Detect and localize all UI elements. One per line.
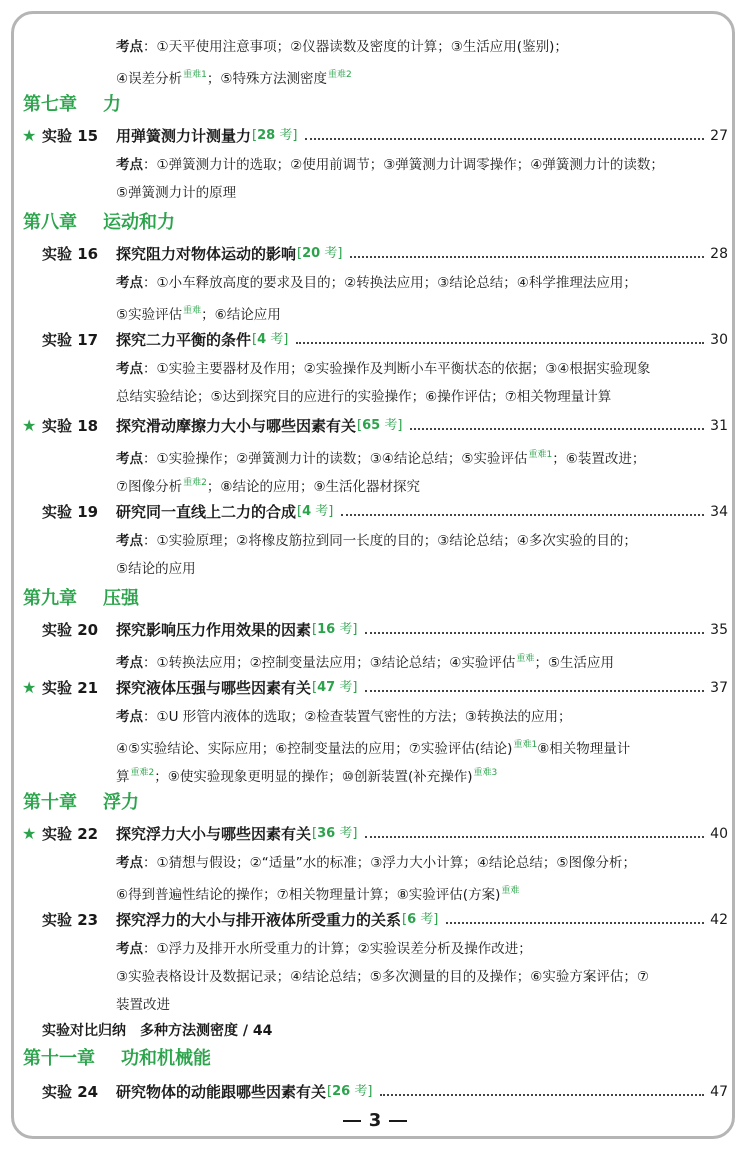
chapter-heading[interactable] — [23, 583, 139, 615]
key-points-label: 考点 — [116, 709, 143, 725]
key-points-text — [116, 527, 637, 555]
experiment-row — [116, 239, 728, 269]
chapter-heading[interactable] — [23, 207, 175, 239]
experiment-code: 实验 23 — [42, 911, 99, 929]
key-points-text — [116, 963, 649, 991]
key-points-text — [116, 179, 236, 207]
exam-count-tag: [65 考] — [357, 418, 403, 433]
experiment-entry[interactable] — [0, 497, 750, 527]
key-points-line — [0, 441, 750, 469]
dot-leader — [365, 632, 704, 634]
exam-count-tag: [20 考] — [297, 246, 343, 261]
key-points-line — [0, 383, 750, 411]
exam-count-unit: 考 — [339, 680, 353, 695]
key-points-body: ：①猜想与假设；②“适量”水的标准；③浮力大小计算；④结论总结；⑤图像分析； — [143, 855, 636, 871]
exam-count-tag: [26 考] — [327, 1084, 373, 1099]
difficulty-badge: 重难2 — [183, 478, 207, 488]
key-points-body: ：①浮力及排开水所受重力的计算；②实验误差分析及操作改进； — [143, 941, 532, 957]
exam-count-tag: [28 考] — [252, 128, 298, 143]
experiment-row — [116, 905, 728, 935]
exam-count-tag: [16 考] — [312, 622, 358, 637]
exam-count-unit: 考 — [384, 418, 398, 433]
key-points-text — [116, 555, 196, 583]
key-points-body: ⑤实验评估 — [116, 307, 183, 323]
experiment-title: 探究浮力的大小与排开液体所受重力的关系 — [116, 911, 402, 929]
exam-count: 36 — [317, 826, 336, 841]
experiment-title: 探究滑动摩擦力大小与哪些因素有关 — [116, 417, 357, 435]
key-points-line — [0, 877, 750, 905]
key-points-line — [0, 703, 750, 731]
key-points-body: ④⑤实验结论、实际应用；⑥控制变量法的应用；⑦实验评估(结论) — [116, 741, 513, 757]
key-points-body-cont: ；⑤生活应用 — [534, 655, 615, 671]
dot-leader — [350, 256, 704, 258]
comparison-entry[interactable]: 实验对比归纳 多种方法测密度 / 44 — [42, 1023, 273, 1039]
key-points-label: 考点 — [116, 655, 143, 671]
key-points-body-cont: ⑧相关物理量计 — [537, 741, 631, 757]
page-ref: 42 — [710, 912, 728, 928]
exam-count-unit: 考 — [354, 1084, 368, 1099]
key-points-body: 总结实验结论；⑤达到探究目的应进行的实验操作；⑥操作评估；⑦相关物理量计算 — [116, 389, 612, 405]
experiment-code: 实验 16 — [42, 245, 99, 263]
key-points-body-cont: ；⑨使实验现象更明显的操作；⑩创新装置(补充操作) — [154, 769, 473, 785]
key-points-label: 考点 — [116, 855, 143, 871]
key-points-label: 考点 — [116, 451, 143, 467]
experiment-code: 实验 15 — [42, 127, 99, 145]
exam-count-tag: [4 考] — [252, 332, 289, 347]
key-points-body: ⑤结论的应用 — [116, 561, 196, 577]
key-points-line — [0, 179, 750, 207]
chapter-heading[interactable] — [23, 787, 139, 819]
experiment-entry[interactable] — [0, 905, 750, 935]
experiment-title: 探究浮力大小与哪些因素有关 — [116, 825, 312, 843]
page-ref: 40 — [710, 826, 728, 842]
difficulty-badge: 重难1 — [528, 450, 553, 460]
difficulty-badge: 重难3 — [473, 768, 498, 778]
exam-count: 20 — [302, 246, 321, 261]
key-points-body: ：①实验主要器材及作用；②实验操作及判断小车平衡状态的依据；③④根据实验现象 — [143, 361, 651, 377]
dot-leader — [410, 428, 704, 430]
experiment-entry[interactable] — [0, 1077, 750, 1107]
exam-count-unit: 考 — [279, 128, 293, 143]
exam-count-unit: 考 — [315, 504, 329, 519]
exam-count-unit: 考 — [339, 826, 353, 841]
key-points-line — [0, 963, 750, 991]
page-footer — [0, 1106, 750, 1136]
experiment-row — [116, 673, 728, 703]
chapter-title: 浮力 — [103, 792, 139, 813]
difficulty-badge: 重难1 — [513, 740, 538, 750]
key-points-text — [116, 33, 568, 61]
key-points-text — [116, 61, 352, 93]
chapter-number: 第七章 — [23, 94, 77, 115]
star-icon: ★ — [22, 824, 37, 843]
chapter-title: 运动和力 — [103, 212, 175, 233]
key-points-text — [116, 383, 611, 411]
key-points-line — [0, 935, 750, 963]
page-ref: 34 — [710, 504, 728, 520]
star-icon: ★ — [22, 126, 37, 145]
key-points-body-cont: ；⑥结论应用 — [201, 307, 281, 323]
experiment-row — [116, 121, 728, 151]
chapter-number: 第八章 — [23, 212, 77, 233]
chapter-number: 第十一章 — [23, 1048, 95, 1069]
exam-count-unit: 考 — [420, 912, 434, 927]
exam-count: 4 — [257, 332, 267, 347]
footer-dash-right — [389, 1120, 407, 1122]
difficulty-badge: 重难2 — [130, 768, 155, 778]
dot-leader — [296, 342, 704, 344]
key-points-body-cont: ；⑥装置改进； — [552, 451, 646, 467]
key-points-body: ⑤弹簧测力计的原理 — [116, 185, 237, 201]
difficulty-badge: 重难 — [501, 886, 520, 896]
experiment-row — [116, 615, 728, 645]
key-points-body-cont: ；⑤特殊方法测密度 — [206, 71, 327, 87]
experiment-entry[interactable] — [0, 615, 750, 645]
experiment-code: 实验 21 — [42, 679, 99, 697]
experiment-title: 探究阻力对物体运动的影响 — [116, 245, 297, 263]
experiment-title: 用弹簧测力计测量力 — [116, 127, 252, 145]
experiment-entry[interactable] — [0, 121, 750, 151]
key-points-body: 装置改进 — [116, 997, 170, 1013]
key-points-text — [116, 355, 650, 383]
footer-dash-left — [343, 1120, 361, 1122]
exam-count-tag: [6 考] — [402, 912, 439, 927]
exam-count-unit: 考 — [324, 246, 338, 261]
key-points-label: 考点 — [116, 157, 143, 173]
exam-count: 4 — [302, 504, 312, 519]
experiment-title: 探究影响压力作用效果的因素 — [116, 621, 312, 639]
exam-count: 16 — [317, 622, 336, 637]
key-points-line — [0, 991, 750, 1019]
key-points-label: 考点 — [116, 533, 143, 549]
experiment-code: 实验 19 — [42, 503, 99, 521]
exam-count: 6 — [407, 912, 417, 927]
key-points-text — [116, 935, 532, 963]
experiment-entry[interactable] — [0, 325, 750, 355]
key-points-line — [0, 151, 750, 179]
key-points-line — [0, 355, 750, 383]
key-points-label: 考点 — [116, 275, 143, 291]
experiment-code: 实验 22 — [42, 825, 99, 843]
experiment-entry[interactable] — [0, 673, 750, 703]
page-ref: 27 — [710, 128, 728, 144]
page-ref: 47 — [710, 1084, 728, 1100]
dot-leader — [365, 836, 704, 838]
page-ref: 30 — [710, 332, 728, 348]
chapter-number: 第九章 — [23, 588, 77, 609]
difficulty-badge: 重难 — [183, 306, 202, 316]
page-ref: 35 — [710, 622, 728, 638]
key-points-body: ⑥得到普遍性结论的操作；⑦相关物理量计算；⑧实验评估(方案) — [116, 887, 501, 903]
chapter-number: 第十章 — [23, 792, 77, 813]
exam-count: 47 — [317, 680, 336, 695]
dot-leader — [341, 514, 704, 516]
exam-count-unit: 考 — [339, 622, 353, 637]
key-points-body: ：①实验操作；②弹簧测力计的读数；③④结论总结；⑤实验评估 — [143, 451, 528, 467]
key-points-text — [116, 269, 637, 297]
key-points-line — [0, 555, 750, 583]
experiment-row — [116, 1077, 728, 1107]
key-points-line — [0, 849, 750, 877]
exam-count: 65 — [362, 418, 381, 433]
key-points-body: ③实验表格设计及数据记录；④结论总结；⑤多次测量的目的及操作；⑥实验方案评估；⑦ — [116, 969, 650, 985]
exam-count: 26 — [332, 1084, 351, 1099]
difficulty-badge: 重难2 — [327, 70, 352, 80]
page-ref: 31 — [710, 418, 728, 434]
experiment-entry[interactable] — [0, 411, 750, 441]
exam-count-tag: [36 考] — [312, 826, 358, 841]
chapter-heading[interactable] — [23, 1043, 211, 1075]
chapter-title: 功和机械能 — [121, 1048, 211, 1069]
experiment-code: 实验 18 — [42, 417, 99, 435]
dot-leader — [305, 138, 704, 140]
exam-count-tag: [47 考] — [312, 680, 358, 695]
experiment-title: 研究物体的动能跟哪些因素有关 — [116, 1083, 327, 1101]
exam-count: 28 — [257, 128, 276, 143]
chapter-heading[interactable] — [23, 89, 121, 121]
key-points-line — [0, 269, 750, 297]
key-points-text — [116, 849, 636, 877]
dot-leader — [365, 690, 704, 692]
key-points-body: 算 — [116, 769, 130, 785]
dot-leader — [380, 1094, 704, 1096]
key-points-line — [0, 645, 750, 673]
star-icon: ★ — [22, 416, 37, 435]
key-points-label: 考点 — [116, 39, 143, 55]
exam-count-unit: 考 — [270, 332, 284, 347]
experiment-title: 探究二力平衡的条件 — [116, 331, 252, 349]
key-points-line — [0, 469, 750, 497]
key-points-body: ④误差分析 — [116, 71, 183, 87]
key-points-body-cont: ；⑧结论的应用；⑨生活化器材探究 — [206, 479, 421, 495]
key-points-line — [0, 527, 750, 555]
key-points-text — [116, 759, 497, 791]
key-points-text — [116, 703, 571, 731]
key-points-label: 考点 — [116, 361, 143, 377]
exam-count-tag: [4 考] — [297, 504, 334, 519]
key-points-line — [0, 61, 750, 89]
experiment-code: 实验 17 — [42, 331, 99, 349]
difficulty-badge: 重难1 — [183, 70, 207, 80]
dot-leader — [446, 922, 704, 924]
experiment-row — [116, 819, 728, 849]
page-ref: 37 — [710, 680, 728, 696]
experiment-title: 研究同一直线上二力的合成 — [116, 503, 297, 521]
key-points-line — [0, 759, 750, 787]
key-points-body: ：①U 形管内液体的选取；②检查装置气密性的方法；③转换法的应用； — [143, 709, 572, 725]
experiment-row — [116, 411, 728, 441]
key-points-line — [0, 33, 750, 61]
key-points-line — [0, 297, 750, 325]
key-points-label: 考点 — [116, 941, 143, 957]
difficulty-badge: 重难 — [516, 654, 535, 664]
key-points-body: ：①弹簧测力计的选取；②使用前调节；③弹簧测力计调零操作；④弹簧测力计的读数； — [143, 157, 664, 173]
key-points-body: ⑦图像分析 — [116, 479, 183, 495]
experiment-entry[interactable] — [0, 819, 750, 849]
key-points-line — [0, 731, 750, 759]
experiment-row — [116, 325, 728, 355]
experiment-code: 实验 20 — [42, 621, 99, 639]
key-points-body: ：①小车释放高度的要求及目的；②转换法应用；③结论总结；④科学推理法应用； — [143, 275, 637, 291]
key-points-body: ：①天平使用注意事项；②仪器读数及密度的计算；③生活应用(鉴别)； — [143, 39, 568, 55]
key-points-text — [116, 151, 664, 179]
page-number: 3 — [368, 1110, 382, 1131]
chapter-title: 压强 — [103, 588, 139, 609]
experiment-title: 探究液体压强与哪些因素有关 — [116, 679, 312, 697]
experiment-row — [116, 497, 728, 527]
key-points-body: ：①转换法应用；②控制变量法应用；③结论总结；④实验评估 — [143, 655, 516, 671]
chapter-title: 力 — [103, 94, 121, 115]
star-icon: ★ — [22, 678, 37, 697]
experiment-entry[interactable] — [0, 239, 750, 269]
experiment-code: 实验 24 — [42, 1083, 99, 1101]
key-points-body: ：①实验原理；②将橡皮筋拉到同一长度的目的；③结论总结；④多次实验的目的； — [143, 533, 637, 549]
key-points-text — [116, 991, 170, 1019]
page-ref: 28 — [710, 246, 728, 262]
